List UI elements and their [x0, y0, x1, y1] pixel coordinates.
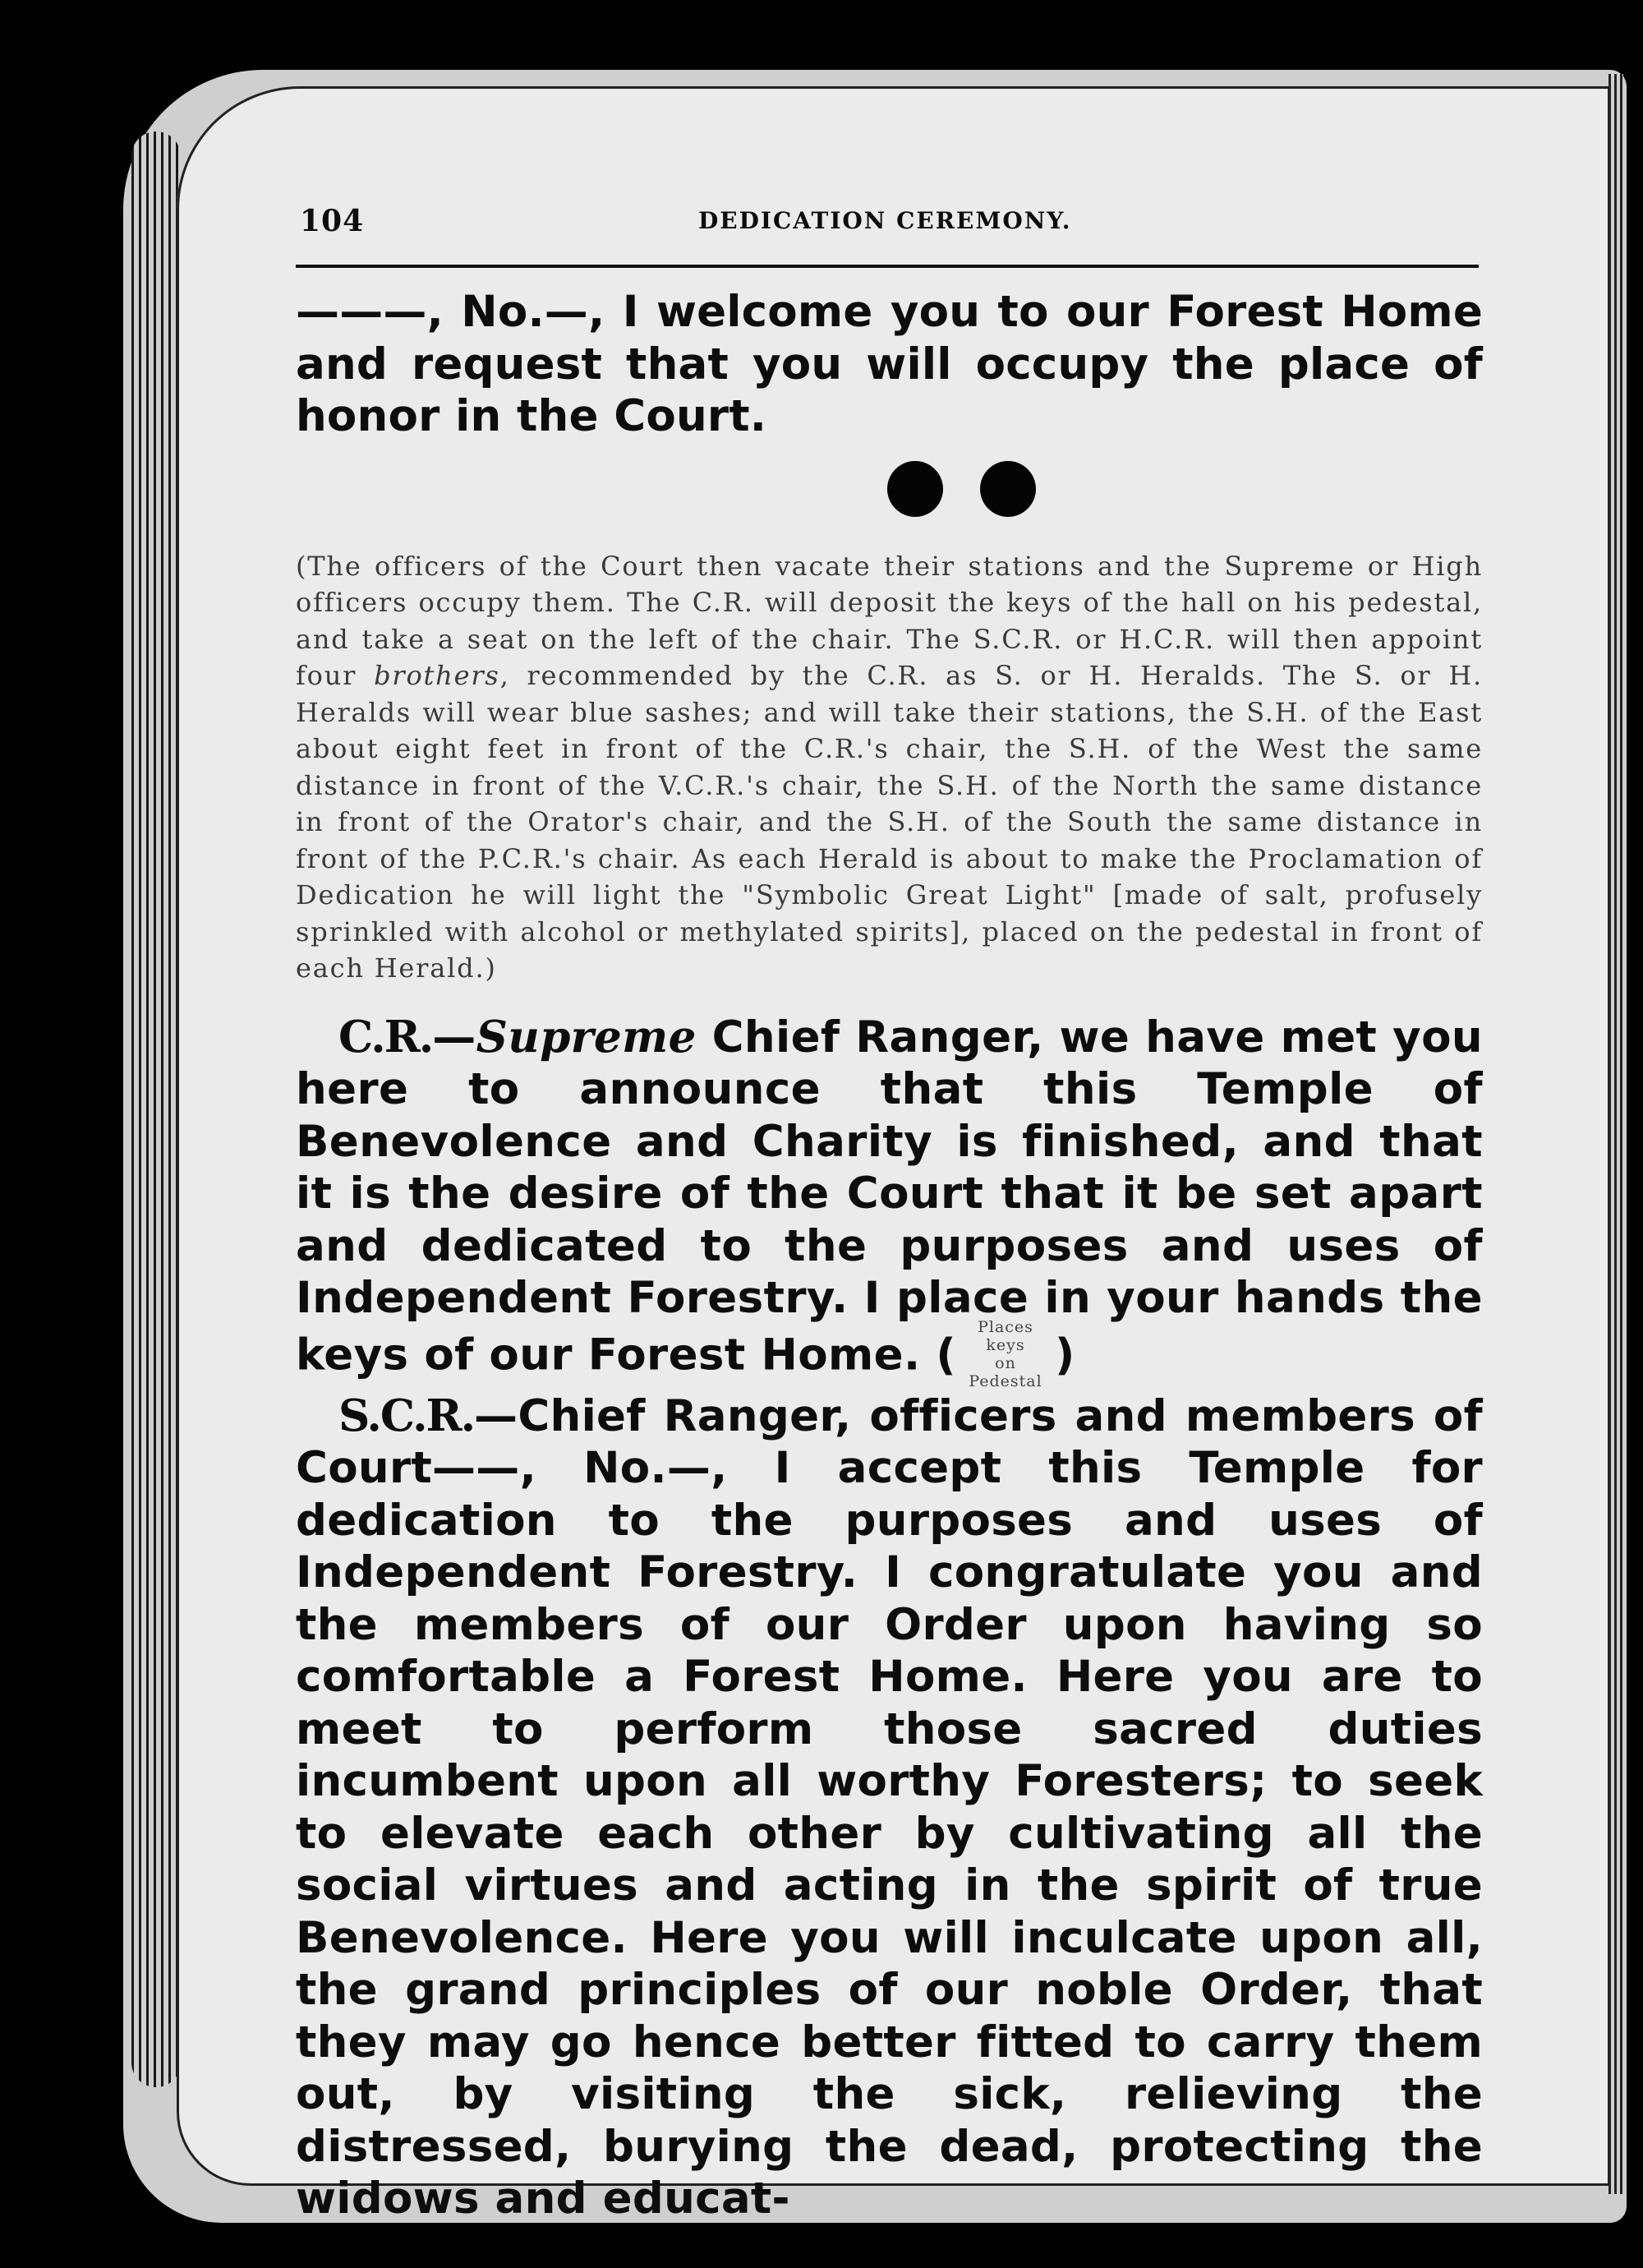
- page-stack-right: [1608, 74, 1623, 2194]
- cr-speech: [296, 1012, 1483, 1390]
- cr-text: Chief Ranger, we have met you here to announce that this Temple of Benevolence and Charity is finished, and that it is the desire of the Court that it be set apart and dedicated to the purposes and uses of Independent Forestry. I place in your hands the keys of our Forest Home.: [296, 1012, 1484, 1381]
- rubric-text-end: , recommended by the C.R. as S. or H. Heralds. The S. or H. Heralds will wear blue sashes; and will take their stations, the S.H. of the East about eight feet in front of the C.R.'s chair, the S.H. of the West the same distance in front of the V.C.R.'s chair, the S.H. of the North the same distance in front of the Orator's chair, and the S.H. of the South the same distance in front of the P.C.R.'s chair. As each Herald is about to make the Proclamation of Dedication he will light the "Symbolic Great Light" [made of salt, profusely sprinkled with alcohol or methylated spirits], placed on the pedestal in front of each Herald.): [296, 660, 1483, 984]
- stage-note-line-1: Places keys: [978, 1317, 1033, 1354]
- ornament-dot-left: [887, 461, 943, 517]
- running-title: DEDICATION CEREMONY.: [698, 207, 1072, 234]
- page-header: [296, 197, 1483, 247]
- rubric-instructions: [296, 548, 1483, 987]
- opening-paragraph: ———, No.—, I welcome you to our Forest Home and request that you will occupy the place of honor in the Court.: [296, 287, 1483, 441]
- note-close-paren: ): [1055, 1330, 1075, 1381]
- scr-text: —Chief Ranger, officers and members of Court——, No.—, I accept this Temple for dedication to the purposes and uses of Independent Forestry. I congratulate you and the members of our Order upon having so comfortable a Forest Home. Here you are to meet to perform those sacred duties incumbent upon all worthy Foresters; to seek to elevate each other by cultivating all the social virtues and acting in the spirit of true Benevolence. Here you will inculcate upon all, the grand principles of our noble Order, that they may go hence better fitted to carry them out, by visiting the sick, relieving the distressed, burying the dead, protecting the widows and educat-: [296, 1390, 1483, 2224]
- ornament-dot-right: [980, 461, 1036, 517]
- note-open-paren: (: [936, 1330, 957, 1381]
- page-stack-left: [131, 131, 181, 2087]
- cr-emphasis: Supreme: [476, 1011, 697, 1063]
- cr-dash: —: [432, 1012, 476, 1063]
- rubric-italic-word: brothers: [374, 660, 500, 691]
- stage-note: [956, 1318, 1055, 1390]
- page-content: [296, 197, 1483, 2225]
- rubric-text-start: (The officers of the Court then vacate their stations and the Supreme or High officers occupy them. The C.R. will deposit the keys of the hall on his pedestal, and take a seat on the left of the chair. The S.C.R. or H.C.R. will then appoint four: [296, 550, 1483, 691]
- page-number: 104: [300, 204, 365, 238]
- scr-speech: [296, 1390, 1483, 2225]
- stage-note-line-2: on Pedestal: [969, 1353, 1042, 1390]
- ornament: [440, 461, 1483, 517]
- speaker-scr: S.C.R.: [338, 1390, 475, 1441]
- header-rule: [296, 265, 1479, 268]
- speaker-cr: C.R.: [338, 1011, 433, 1063]
